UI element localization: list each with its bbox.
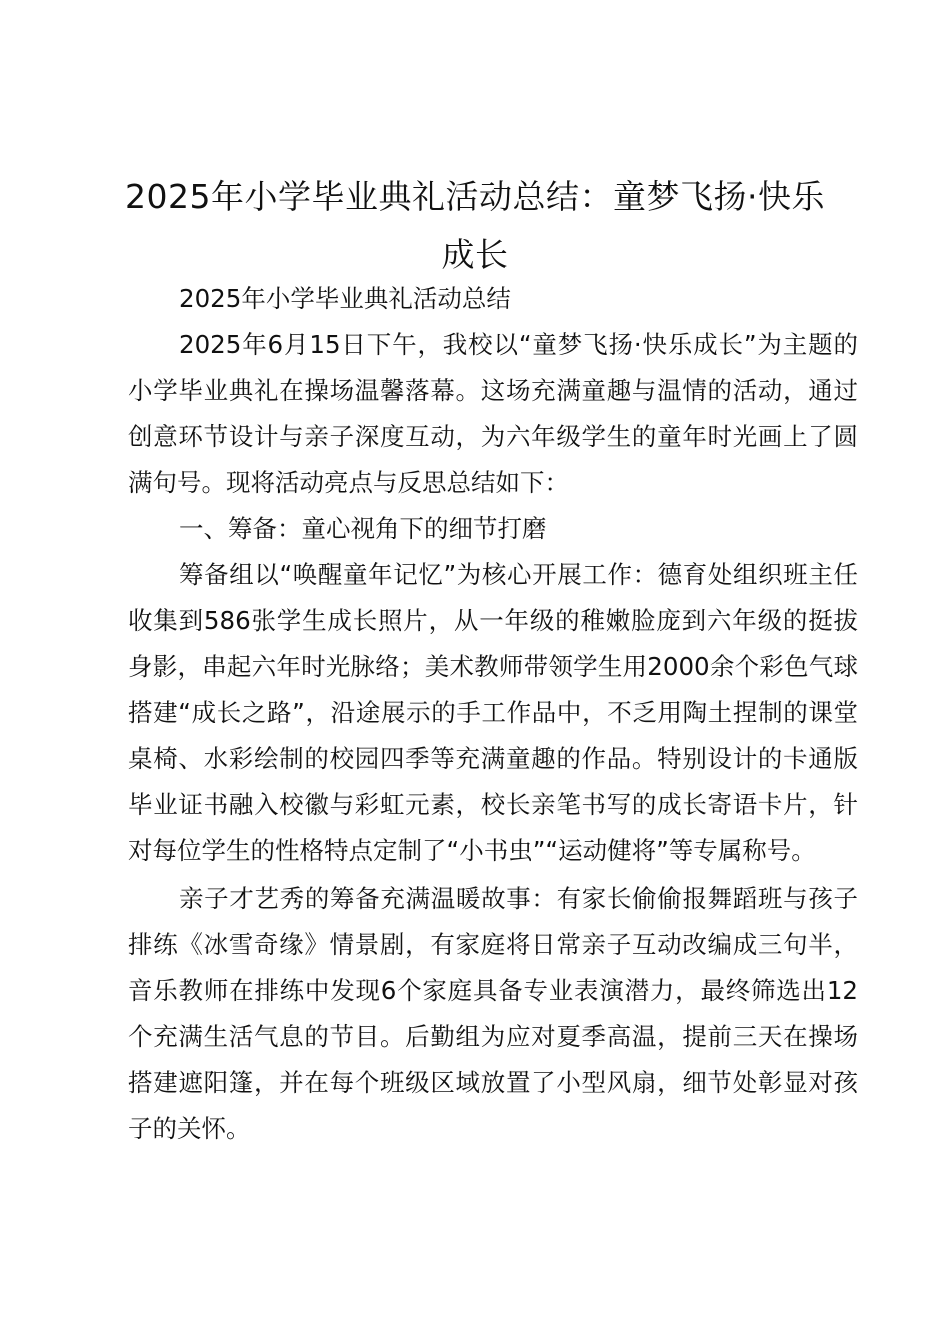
- body-paragraph: 筹备组以“唤醒童年记忆”为核心开展工作：德育处组织班主任收集到586张学生成长照片，从一年级的稚嫩脸庞到六年级的挺拔身影，串起六年时光脉络；美术教师带领学生用2000余个彩色气球搭建“成长之路”，沿途展示的手工作品中，不乏用陶土捏制的课堂桌椅、水彩绘制的校园四季等充满童趣的作品。特别设计的卡通版毕业证书融入校徽与彩虹元素，校长亲笔书写的成长寄语卡片，针对每位学生的性格特点定制了“小书虫”“运动健将”等专属称号。: [128, 560, 858, 865]
- document-title: 2025年小学毕业典礼活动总结：童梦飞扬·快乐成长: [125, 177, 825, 274]
- section-heading: 一、筹备：童心视角下的细节打磨: [179, 514, 547, 543]
- subtitle-paragraph: 2025年小学毕业典礼活动总结: [179, 284, 511, 313]
- document-body: [128, 276, 858, 1152]
- intro-paragraph: 2025年6月15日下午，我校以“童梦飞扬·快乐成长”为主题的小学毕业典礼在操场温馨落幕。这场充满童趣与温情的活动，通过创意环节设计与亲子深度互动，为六年级学生的童年时光画上了圆满句号。现将活动亮点与反思总结如下：: [128, 330, 858, 497]
- body-paragraph: 亲子才艺秀的筹备充满温暖故事：有家长偷偷报舞蹈班与孩子排练《冰雪奇缘》情景剧，有家庭将日常亲子互动改编成三句半，音乐教师在排练中发现6个家庭具备专业表演潜力，最终筛选出12个充满生活气息的节目。后勤组为应对夏季高温，提前三天在操场搭建遮阳篷，并在每个班级区域放置了小型风扇，细节处彰显对孩子的关怀。: [128, 884, 858, 1143]
